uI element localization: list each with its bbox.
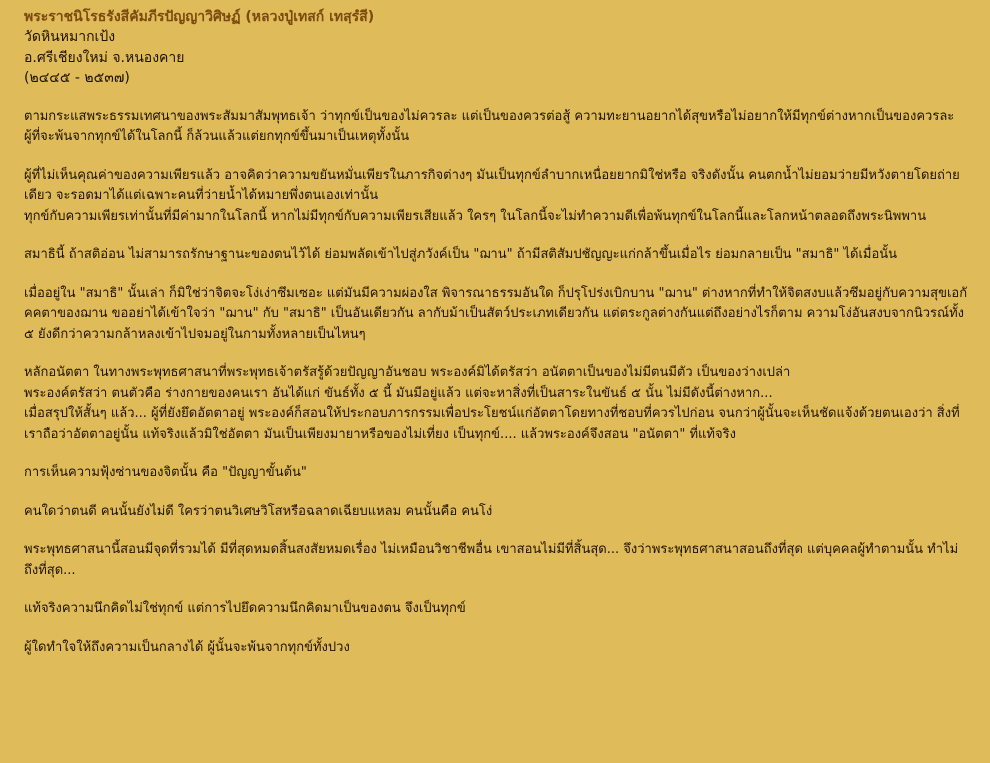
paragraph-2: ผู้ที่ไม่เห็นคุณค่าของความเพียรแล้ว อาจคิดว่าความขยันหมั่นเพียรในภารกิจต่างๆ มันเป็นทุกข์ลำบากเหนื่อยยากมิใช่หรือ จริงดังนั้น คนตกน้ำไม่ยอมว่ายมีหวังตายโดยถ่ายเดียว จะรอดมาได้แต่เฉพาะคนที่ว่ายน้ำได้หมายพึ่งตนเองเท่านั้น ทุกข์กับความเพียรเท่านั้นที่มีค่ามากในโลกนี้ หากไม่มีทุกข์กับความเพียรเสียแล้ว ใครๆ ในโลกนี้จะไม่ทำความดีเพื่อพ้นทุกข์ในโลกนี้และโลกหน้าตลอดถึงพระนิพพาน [24,167,960,224]
paragraph-10: ผู้ใดทำใจให้ถึงความเป็นกลางได้ ผู้นั้นจะพ้นจากทุกข์ทั้งปวง [24,639,350,655]
paragraph-6: การเห็นความฟุ้งซ่านของจิตนั้น คือ "ปัญญาขั้นต้น" [24,465,307,480]
paragraph-1: ตามกระแสพระธรรมเทศนาของพระสัมมาสัมพุทธเจ้า ว่าทุกข์เป็นของไม่ควรละ แต่เป็นของควรต่อสู้ ความทะยานอยากได้สุขหรือไม่อยากให้มีทุกข์ต่างหากเป็นของควรละ ผู้ที่จะพ้นจากทุกข์ได้ในโลกนี้ ก็ล้วนแล้วแต่ยกทุกข์ขึ้นมาเป็นเหตุทั้งนั้น [24,108,955,144]
temple-name: วัดหินหมากเป้ง [24,29,116,45]
location-line: อ.ศรีเชียงใหม่ จ.หนองคาย [24,49,185,66]
paragraph-8: พระพุทธศาสนานี้สอนมีจุดที่รวมได้ มีที่สุดหมดสิ้นสงสัยหมดเรื่อง ไม่เหมือนวิชาชีพอื่น เขาสอนไม่มีที่สิ้นสุด... จึงว่าพระพุทธศาสนาสอนถึงที่สุด แต่บุคคลผู้ทำตามนั้น ทำไม่ถึงที่สุด... [24,542,959,578]
paragraph-7: คนใดว่าตนดี คนนั้นยังไม่ดี ใครว่าตนวิเศษวิโสหรือฉลาดเฉียบแหลม คนนั้นคือ คนโง่ [24,503,493,519]
author-title: พระราชนิโรธรังสีคัมภีรปัญญาวิศิษฏ์ (หลวงปู่เทสก์ เทสฺรํสี) [24,9,375,25]
lifespan-years: (๒๔๔๕ - ๒๕๓๗) [24,70,130,86]
paragraph-5: หลักอนัตตา ในทางพระพุทธศาสนาที่พระพุทธเจ้าตรัสรู้ด้วยปัญญาอันชอบ พระองค์มิได้ตรัสว่า อนัตตาเป็นของไม่มีตนมีตัว เป็นของว่างเปล่า พระองค์ตรัสว่า ตนตัวคือ ร่างกายของคนเรา อันได้แก่ ขันธ์ทั้ง ๕ นี้ มันมีอยู่แล้ว แต่จะหาสิ่งที่เป็นสาระในขันธ์ ๕ นั้น ไม่มีดังนี้ต่างหาก... เมื่อสรุปให้สั้นๆ แล้ว... ผู้ที่ยังยึดอัตตาอยู่ พระองค์ก็สอนให้ประกอบภารกรรมเพื่อประโยชน์แก่อัตตาโดยทางที่ชอบที่ควรไปก่อน จนกว่าผู้นั้นจะเห็นชัดแจ้งด้วยตนเองว่า สิ่งที่เราถือว่าอัตตาอยู่นั้น แท้จริงแล้วมิใช่อัตตา มันเป็นเพียงมายาหรือของไม่เที่ยง เป็นทุกข์.... แล้วพระองค์จึงสอน "อนัตตา" ที่แท้จริง [24,365,960,442]
paragraph-9: แท้จริงความนึกคิดไม่ใช่ทุกข์ แต่การไปยึดความนึกคิดมาเป็นของตน จึงเป็นทุกข์ [24,601,466,616]
paragraph-3: สมาธินี้ ถ้าสติอ่อน ไม่สามารถรักษาฐานะของตนไว้ได้ ย่อมพลัดเข้าไปสู่ภวังค์เป็น "ฌาน" ถ้ามีสติสัมปชัญญะแก่กล้าขึ้นเมื่อไร ย่อมกลายเป็น "สมาธิ" ได้เมื่อนั้น [24,247,898,262]
paragraph-4: เมื่ออยู่ใน "สมาธิ" นั้นเล่า ก็มิใช่ว่าจิตจะโง่เง่าซึมเซอะ แต่มันมีความผ่องใส พิจารณาธรรมอันใด ก็ปรุโปร่งเบิกบาน "ฌาน" ต่างหากที่ทำให้จิตสงบแล้วซึมอยู่กับความสุขเอกัคคตาของฌาน ขออย่าได้เข้าใจว่า "ฌาน" กับ "สมาธิ" เป็นอันเดียวกัน ลากับม้าเป็นสัตว์ประเภทเดียวกัน แต่ตระกูลต่างกันแต่ถึงอย่างไรก็ตาม ความโง่อันสงบจากนิวรณ์ทั้ง ๕ ยังดีกว่าความกล้าหลงเข้าไปจมอยู่ในกามทั้งหลายเป็นไหนๆ [24,285,968,342]
